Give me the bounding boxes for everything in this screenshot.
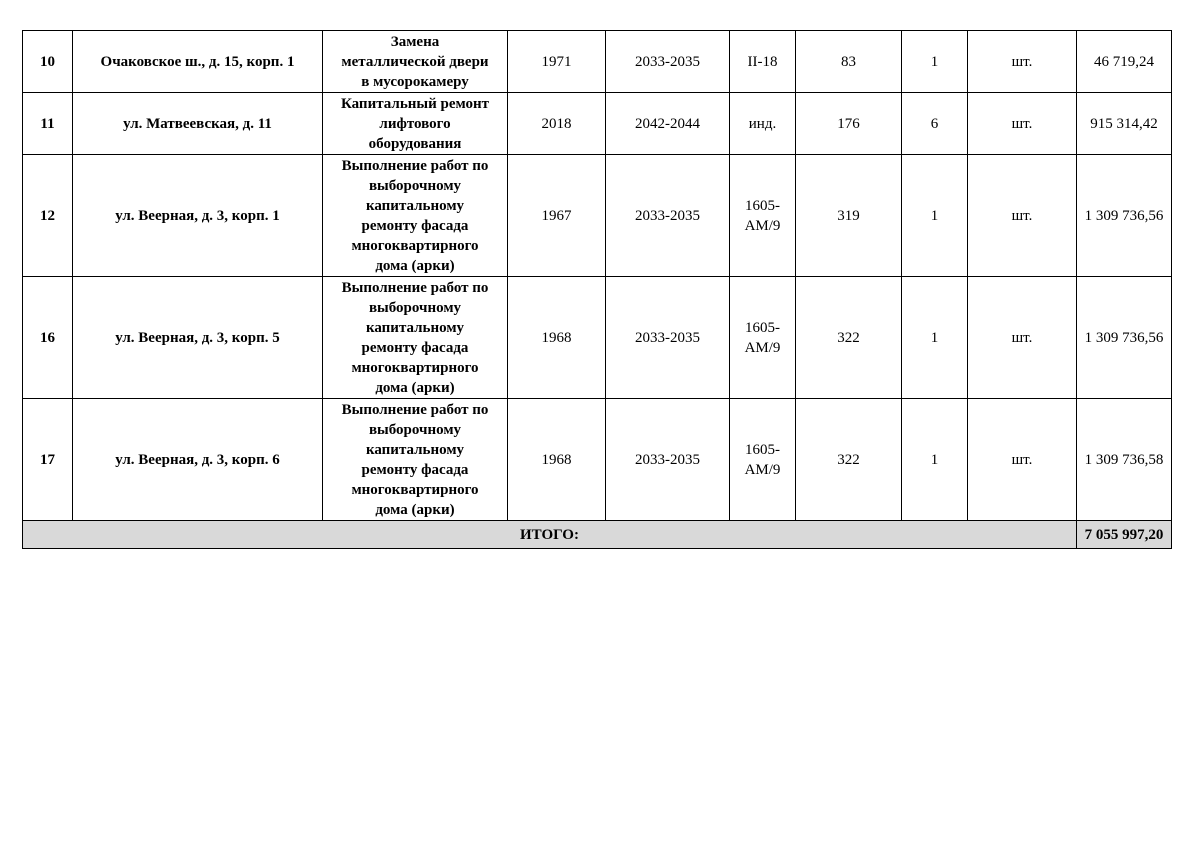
cell-year-built: 1967: [508, 155, 606, 277]
cell-unit: шт.: [968, 277, 1077, 399]
cell-unit: шт.: [968, 155, 1077, 277]
cell-work-type-line: выборочному: [368, 299, 462, 316]
total-label: ИТОГО:: [23, 521, 1077, 549]
cell-year-built: 1968: [508, 277, 606, 399]
cell-building-series-line: АМ/9: [744, 461, 781, 478]
table-row: [23, 31, 1172, 93]
cell-work-type-line: дома (арки): [375, 379, 455, 396]
cell-quantity: 6: [902, 93, 968, 155]
cell-work-type-line: в мусорокамеру: [361, 73, 469, 90]
cell-cost: 1 309 736,56: [1077, 277, 1172, 399]
cell-period: 2033-2035: [606, 277, 730, 399]
cell-cost: 915 314,42: [1077, 93, 1172, 155]
cell-building-series: [730, 155, 796, 277]
cell-unit: шт.: [968, 31, 1077, 93]
total-row: [23, 521, 1172, 549]
cell-building-series: [730, 93, 796, 155]
cell-work-type-line: металлической двери: [341, 53, 489, 70]
cell-quantity: 1: [902, 277, 968, 399]
cell-quantity: 1: [902, 155, 968, 277]
table-row: [23, 155, 1172, 277]
cell-work-type-line: ремонту фасада: [361, 217, 469, 234]
cell-work-type-line: дома (арки): [375, 501, 455, 518]
cell-work-type-line: капитальному: [365, 319, 465, 336]
cell-work-type-line: капитальному: [365, 197, 465, 214]
cell-period: 2033-2035: [606, 399, 730, 521]
cell-work-type-line: многоквартирного: [351, 237, 479, 254]
cell-work-type-line: оборудования: [368, 135, 462, 152]
cell-address: ул. Веерная, д. 3, корп. 1: [73, 155, 323, 277]
cell-number: 12: [23, 155, 73, 277]
cell-address: Очаковское ш., д. 15, корп. 1: [73, 31, 323, 93]
cell-year-built: 1968: [508, 399, 606, 521]
table-row: [23, 277, 1172, 399]
cell-building-series: [730, 399, 796, 521]
cell-work-type: [323, 399, 508, 521]
cell-work-type-line: выборочному: [368, 421, 462, 438]
cell-address: ул. Веерная, д. 3, корп. 5: [73, 277, 323, 399]
cell-number: 17: [23, 399, 73, 521]
cell-work-type-line: многоквартирного: [351, 481, 479, 498]
cell-unit: шт.: [968, 399, 1077, 521]
document-page: [22, 30, 1171, 549]
cell-number: 11: [23, 93, 73, 155]
cell-value: 322: [796, 277, 902, 399]
cell-work-type: [323, 93, 508, 155]
cell-number: 10: [23, 31, 73, 93]
cell-work-type-line: Выполнение работ по: [341, 279, 489, 296]
table-body: [23, 31, 1172, 521]
cell-work-type-line: многоквартирного: [351, 359, 479, 376]
cell-building-series-line: 1605-: [745, 441, 780, 458]
cell-value: 83: [796, 31, 902, 93]
cell-building-series-line: 1605-: [745, 197, 780, 214]
cell-work-type-line: Замена: [390, 33, 440, 50]
cell-work-type-line: ремонту фасада: [361, 339, 469, 356]
cell-work-type: [323, 277, 508, 399]
cell-value: 322: [796, 399, 902, 521]
cell-work-type: [323, 155, 508, 277]
cell-building-series-line: инд.: [748, 115, 777, 132]
cell-year-built: 2018: [508, 93, 606, 155]
cell-building-series-line: II-18: [747, 53, 778, 70]
cell-quantity: 1: [902, 31, 968, 93]
cell-cost: 46 719,24: [1077, 31, 1172, 93]
cell-work-type-line: выборочному: [368, 177, 462, 194]
cell-building-series-line: АМ/9: [744, 339, 781, 356]
cell-building-series: [730, 277, 796, 399]
cell-quantity: 1: [902, 399, 968, 521]
cell-cost: 1 309 736,58: [1077, 399, 1172, 521]
cell-period: 2042-2044: [606, 93, 730, 155]
cell-address: ул. Веерная, д. 3, корп. 6: [73, 399, 323, 521]
cell-work-type: [323, 31, 508, 93]
cell-work-type-line: дома (арки): [375, 257, 455, 274]
cell-work-type-line: Капитальный ремонт: [340, 95, 490, 112]
cell-year-built: 1971: [508, 31, 606, 93]
cell-cost: 1 309 736,56: [1077, 155, 1172, 277]
cell-work-type-line: лифтового: [379, 115, 451, 132]
cell-period: 2033-2035: [606, 31, 730, 93]
total-section: [23, 521, 1172, 549]
total-value: 7 055 997,20: [1077, 521, 1172, 549]
cell-building-series-line: 1605-: [745, 319, 780, 336]
cell-work-type-line: Выполнение работ по: [341, 401, 489, 418]
cell-building-series: [730, 31, 796, 93]
cell-value: 176: [796, 93, 902, 155]
cell-period: 2033-2035: [606, 155, 730, 277]
works-table: [22, 30, 1172, 549]
cell-work-type-line: капитальному: [365, 441, 465, 458]
cell-work-type-line: Выполнение работ по: [341, 157, 489, 174]
cell-unit: шт.: [968, 93, 1077, 155]
cell-building-series-line: АМ/9: [744, 217, 781, 234]
cell-number: 16: [23, 277, 73, 399]
cell-work-type-line: ремонту фасада: [361, 461, 469, 478]
cell-value: 319: [796, 155, 902, 277]
table-row: [23, 93, 1172, 155]
table-row: [23, 399, 1172, 521]
cell-address: ул. Матвеевская, д. 11: [73, 93, 323, 155]
